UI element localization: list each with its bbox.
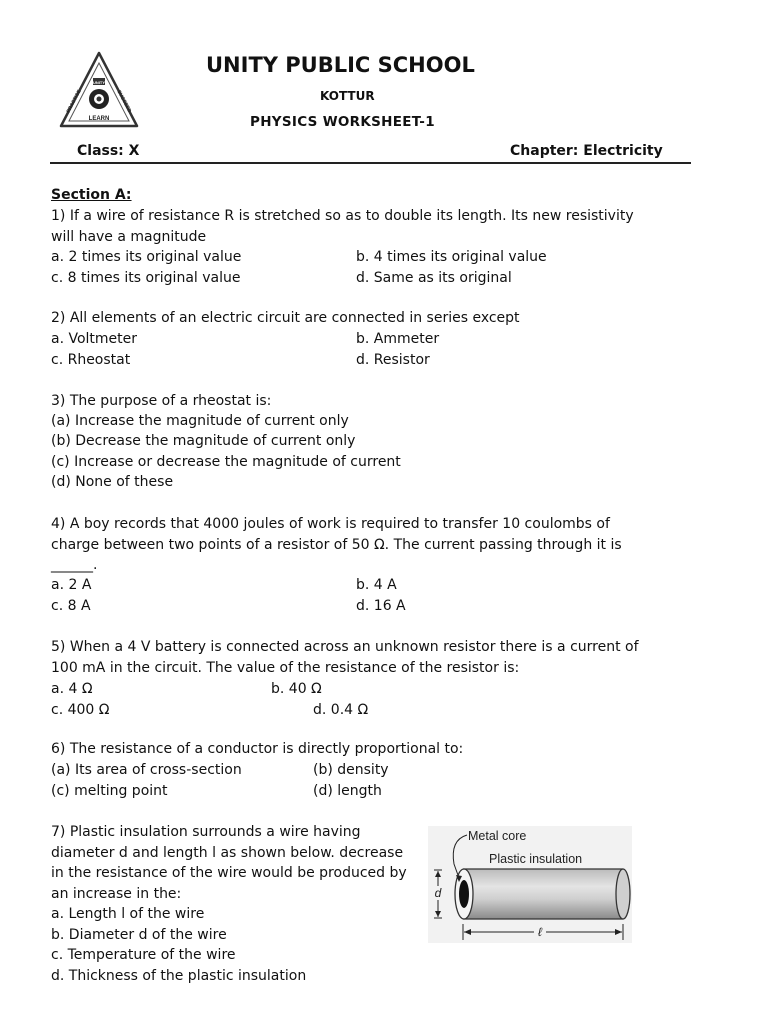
chapter-label: Chapter: Electricity bbox=[510, 143, 663, 159]
question-5-stem-line-1: 5) When a 4 V battery is connected across an unknown resistor there is a current of bbox=[51, 639, 639, 655]
school-place: KOTTUR bbox=[320, 89, 375, 103]
question-1-stem-line-2: will have a magnitude bbox=[51, 229, 207, 245]
question-7-option-b: b. Diameter d of the wire bbox=[51, 927, 227, 943]
question-2-stem-line-1: 2) All elements of an electric circuit are connected in series except bbox=[51, 310, 520, 326]
plastic-insulation-label: Plastic insulation bbox=[489, 852, 583, 866]
question-6-option-a: (a) Its area of cross-section bbox=[51, 762, 242, 778]
question-7-option-d: d. Thickness of the plastic insulation bbox=[51, 968, 307, 984]
diameter-label: d bbox=[434, 886, 442, 900]
section-title: Section A: bbox=[51, 187, 132, 203]
question-3-option-d: (d) None of these bbox=[51, 474, 174, 490]
class-label: Class: X bbox=[77, 143, 140, 159]
logo-bottom-text: LEARN bbox=[88, 116, 110, 122]
question-7-stem-line-2: diameter d and length l as shown below. decrease bbox=[51, 845, 404, 861]
question-6-option-c: (c) melting point bbox=[51, 783, 168, 799]
question-7-option-a: a. Length l of the wire bbox=[51, 906, 205, 922]
question-4-stem-line-3: ______. bbox=[51, 557, 98, 573]
question-4-option-b: b. 4 A bbox=[356, 577, 397, 593]
question-1-stem-line-1: 1) If a wire of resistance R is stretched so as to double its length. Its new resistivity bbox=[51, 208, 634, 224]
question-1-option-c: c. 8 times its original value bbox=[51, 270, 241, 286]
question-4-option-a: a. 2 A bbox=[51, 577, 92, 593]
question-4-stem-line-2: charge between two points of a resistor of 50 Ω. The current passing through it is bbox=[51, 537, 622, 553]
question-3-option-c: (c) Increase or decrease the magnitude of current bbox=[51, 454, 401, 470]
question-2-option-b: b. Ammeter bbox=[356, 331, 440, 347]
question-1-option-d: d. Same as its original bbox=[356, 270, 512, 286]
question-2-option-c: c. Rheostat bbox=[51, 352, 131, 368]
question-3-option-b: (b) Decrease the magnitude of current only bbox=[51, 433, 356, 449]
question-6-option-d: (d) length bbox=[313, 783, 382, 799]
question-7-stem-line-1: 7) Plastic insulation surrounds a wire having bbox=[51, 824, 361, 840]
question-7-stem-line-3: in the resistance of the wire would be produced by bbox=[51, 865, 407, 881]
question-3-option-a: (a) Increase the magnitude of current only bbox=[51, 413, 349, 429]
school-name: UNITY PUBLIC SCHOOL bbox=[206, 53, 475, 77]
question-1-option-a: a. 2 times its original value bbox=[51, 249, 242, 265]
question-6-stem-line-1: 6) The resistance of a conductor is directly proportional to: bbox=[51, 741, 464, 757]
question-5-option-b: b. 40 Ω bbox=[271, 681, 322, 697]
question-4-stem-line-1: 4) A boy records that 4000 joules of work is required to transfer 10 coulombs of bbox=[51, 516, 610, 532]
question-5-option-c: c. 400 Ω bbox=[51, 702, 110, 718]
logo-top-text: UNITY bbox=[93, 80, 105, 85]
question-6-option-b: (b) density bbox=[313, 762, 389, 778]
question-4-option-c: c. 8 A bbox=[51, 598, 91, 614]
question-3-stem-line-1: 3) The purpose of a rheostat is: bbox=[51, 393, 272, 409]
length-label: ℓ bbox=[538, 925, 542, 939]
metal-core-mark bbox=[459, 880, 469, 908]
wire-insulation-figure bbox=[428, 826, 632, 943]
question-7-option-c: c. Temperature of the wire bbox=[51, 947, 236, 963]
header-rule bbox=[50, 162, 691, 164]
question-1-option-b: b. 4 times its original value bbox=[356, 249, 547, 265]
question-2-option-a: a. Voltmeter bbox=[51, 331, 138, 347]
question-2-option-d: d. Resistor bbox=[356, 352, 430, 368]
worksheet-title: PHYSICS WORKSHEET-1 bbox=[250, 114, 435, 130]
question-5-option-a: a. 4 Ω bbox=[51, 681, 93, 697]
logo-right-text: SUCCEED bbox=[115, 89, 133, 114]
question-5-stem-line-2: 100 mA in the circuit. The value of the resistance of the resistor is: bbox=[51, 660, 520, 676]
school-logo bbox=[58, 50, 140, 130]
logo-left-text: PRACTISE bbox=[65, 88, 83, 115]
question-7-stem-line-4: an increase in the: bbox=[51, 886, 182, 902]
question-5-option-d: d. 0.4 Ω bbox=[313, 702, 369, 718]
question-4-option-d: d. 16 A bbox=[356, 598, 406, 614]
metal-core-label: Metal core bbox=[468, 829, 527, 843]
